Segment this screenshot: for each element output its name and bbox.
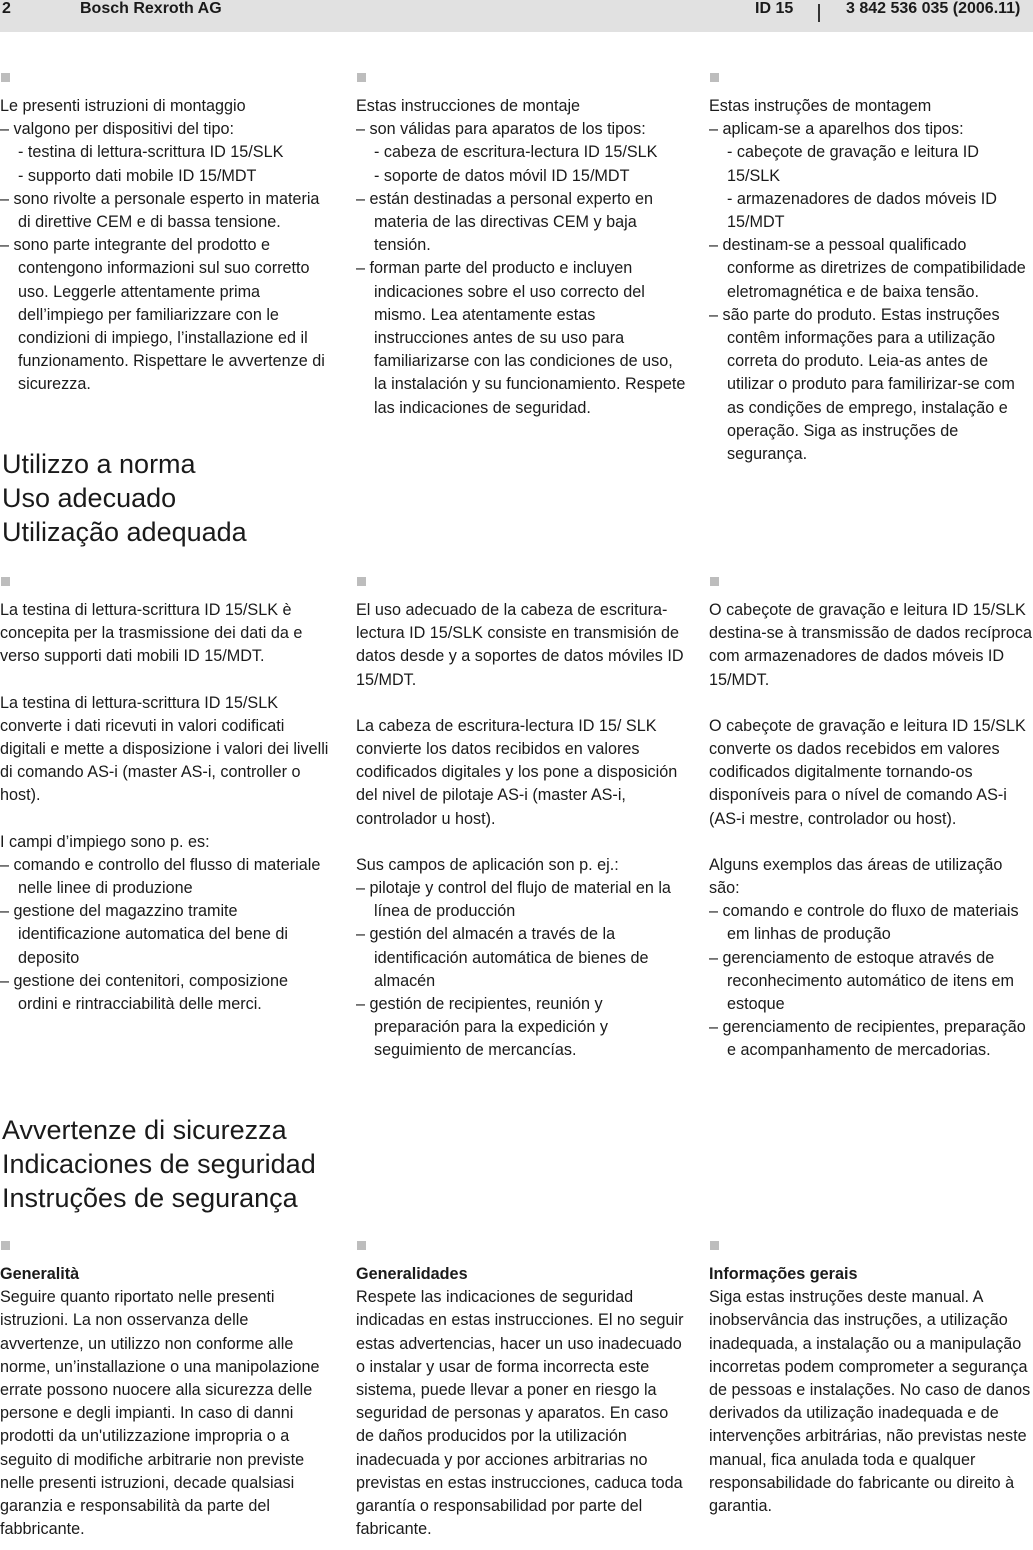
list-item: – gestione dei contenitori, composizione ordini e rintracciabilità delle merci. xyxy=(0,971,288,1014)
use-column-es xyxy=(356,574,686,1063)
list-item: – gerenciamento de estoque através de reconhecimento automático de itens em estoque xyxy=(709,948,1015,1014)
subsection-title: Generalidades xyxy=(356,1265,468,1283)
subsection-title: Informações gerais xyxy=(709,1265,858,1283)
list-subitem: - cabeza de escritura-lectura ID 15/SLK xyxy=(374,143,658,162)
list-subitem: - supporto dati mobile ID 15/MDT xyxy=(18,166,257,185)
company-name: Bosch Rexroth AG xyxy=(80,0,222,17)
square-bullet-icon xyxy=(710,1241,719,1250)
list-item: – están destinadas a personal experto en materia de las directivas CEM y baja tensión. xyxy=(356,189,653,255)
section-heading-safety xyxy=(2,1113,316,1215)
list-item: – gerenciamento de recipientes, preparação e acompanhamento de mercadorias. xyxy=(709,1018,1026,1060)
square-bullet-icon xyxy=(1,73,10,82)
paragraph: Respete las indicaciones de seguridad indicadas en estas instrucciones. El no seguir estas advertencias, hacer un uso inadecuado o instalar y usar de forma incorrecta este sistema, puede llevar a poner en riesgo la seguridad de personas y aparatos. En caso de daños producidos por la utilización inadecuada y por acciones arbitrarias no previstas en estas instrucciones, caduca toda garantía o responsabilidad por parte del fabricante. xyxy=(356,1288,684,1539)
section-heading-intended-use xyxy=(2,447,247,549)
heading-line-es: Uso adecuado xyxy=(2,483,177,513)
list-subitem: - cabeçote de gravação e leitura ID 15/SLK xyxy=(727,143,979,185)
heading-line-it: Avvertenze di sicurezza xyxy=(2,1115,287,1145)
paragraph: La testina di lettura-scrittura ID 15/SLK converte i dati ricevuti in valori codificati digitali e mette a disposizione i valori dei livelli di comando AS-i (master AS-i, controller o host). xyxy=(0,693,329,805)
square-bullet-icon xyxy=(357,1241,366,1250)
list-item: – son válidas para aparatos de los tipos: xyxy=(356,120,646,139)
list-item: – gestión de recipientes, reunión y preparación para la expedición y seguimiento de mercancías. xyxy=(356,995,608,1060)
paragraph: O cabeçote de gravação e leitura ID 15/SLK converte os dados recebidos em valores codificados digitalmente tornando-os disponíveis para o nível de comando AS-i (AS-i mestre, controlador ou host). xyxy=(709,716,1026,828)
page-header xyxy=(0,0,1033,32)
list-item: – comando e controllo del flusso di materiale nelle linee di produzione xyxy=(0,855,321,898)
list-item: – sono rivolte a personale esperto in materia di direttive CEM e di bassa tensione. xyxy=(0,189,320,232)
intro-lead: Estas instruções de montagem xyxy=(709,97,932,115)
square-bullet-icon xyxy=(710,577,719,586)
intro-column-es xyxy=(356,70,686,420)
paragraph: La cabeza de escritura-lectura ID 15/ SLK convierte los datos recibidos en valores codificados digitales y los pone a disposición del nivel de pilotaje AS-i (master AS-i, controlador u host). xyxy=(356,716,678,828)
square-bullet-icon xyxy=(1,1241,10,1250)
square-bullet-icon xyxy=(357,577,366,586)
list-subitem: - testina di lettura-scrittura ID 15/SLK xyxy=(18,143,284,162)
subsection-title: Generalità xyxy=(0,1265,80,1283)
safety-column-pt xyxy=(709,1238,1033,1518)
list-item: – valgono per dispositivi del tipo: xyxy=(0,120,234,139)
paragraph: Sus campos de aplicación son p. ej.: xyxy=(356,855,619,874)
heading-line-pt: Utilização adequada xyxy=(2,517,247,547)
list-item: – forman parte del producto e incluyen indicaciones sobre el uso correcto del mismo. Lea atentamente estas instrucciones antes de su uso para familiarizarse con las condiciones de uso, la instalación y su funcionamiento. Respete las indicaciones de seguridad. xyxy=(356,259,686,417)
paragraph: Seguire quanto riportato nelle presenti istruzioni. La non osservanza delle avvertenze, un utilizzo non conforme alle norme, un’installazione o una manipolazione errate possono nuocere alla sicurezza delle persone e degli impianti. In caso di danni prodotti da un'utilizzazione impropria o a seguito di modifiche arbitrarie non previste nelle presenti istruzioni, decade qualsiasi garanzia e responsabilità da parte del fabbricante. xyxy=(0,1288,320,1539)
square-bullet-icon xyxy=(710,73,719,82)
heading-line-it: Utilizzo a norma xyxy=(2,449,196,479)
use-column-it xyxy=(0,574,330,1016)
page-number: 2 xyxy=(2,0,11,17)
list-item: – comando e controle do fluxo de materiais em linhas de produção xyxy=(709,902,1019,944)
paragraph: El uso adecuado de la cabeza de escritura-lectura ID 15/SLK consiste en transmisión de datos desde y a soportes de datos móviles ID 15/MDT. xyxy=(356,601,684,689)
list-item: – gestión del almacén a través de la identificación automática de bienes de almacén xyxy=(356,925,649,990)
list-subitem: - soporte de datos móvil ID 15/MDT xyxy=(374,166,630,185)
list-item: – sono parte integrante del prodotto e contengono informazioni sul suo corretto uso. Leggerle attentamente prima dell’impiego per familiarizzare con le condizioni di impiego, l’installazione ed il funzionamento. Rispettare le avvertenze di sicurezza. xyxy=(0,236,325,394)
list-item: – aplicam-se a aparelhos dos tipos: xyxy=(709,120,964,139)
list-item: – gestione del magazzino tramite identificazione automatica del bene di deposito xyxy=(0,902,288,967)
safety-column-it xyxy=(0,1238,330,1541)
list-subitem: - armazenadores de dados móveis ID 15/MDT xyxy=(727,189,997,232)
list-item: – pilotaje y control del flujo de material en la línea de producción xyxy=(356,879,671,921)
header-separator xyxy=(818,4,820,22)
intro-column-pt xyxy=(709,70,1033,466)
intro-lead: Estas instrucciones de montaje xyxy=(356,97,581,115)
intro-column-it xyxy=(0,70,330,397)
paragraph: La testina di lettura-scrittura ID 15/SLK è concepita per la trasmissione dei dati da e verso supporti dati mobili ID 15/MDT. xyxy=(0,601,303,666)
product-name: ID 15 xyxy=(755,0,794,17)
paragraph: Alguns exemplos das áreas de utilização são: xyxy=(709,855,1003,898)
paragraph: I campi d’impiego sono p. es: xyxy=(0,832,210,851)
intro-lead: Le presenti istruzioni di montaggio xyxy=(0,97,246,115)
use-column-pt xyxy=(709,574,1033,1063)
square-bullet-icon xyxy=(1,577,10,586)
square-bullet-icon xyxy=(357,73,366,82)
heading-line-es: Indicaciones de seguridad xyxy=(2,1149,316,1179)
safety-column-es xyxy=(356,1238,686,1541)
heading-line-pt: Instruções de segurança xyxy=(2,1183,298,1213)
paragraph: Siga estas instruções deste manual. A inobservância das instruções, a utilização inadequada, a instalação ou a manipulação incorretas podem comprometer a segurança de pessoas e instalações. No caso de danos derivados da utilização inadequada e de intervenções arbitrárias, não previstas neste manual, fica anulada toda e qualquer responsabilidade do fabricante ou direito à garantia. xyxy=(709,1288,1031,1516)
list-item: – destinam-se a pessoal qualificado conforme as diretrizes de compatibilidade eletromagnética e de baixa tensão. xyxy=(709,236,1026,301)
paragraph: O cabeçote de gravação e leitura ID 15/SLK destina-se à transmissão de dados recíproca com armazenadores de dados móveis ID 15/MDT. xyxy=(709,601,1033,689)
list-item: – são parte do produto. Estas instruções contêm informações para a utilização correta do produto. Leia-as antes de utilizar o produto para familirizar-se com as condições de emprego, instalação e operação. Siga as instruções de segurança. xyxy=(709,305,1015,464)
document-number: 3 842 536 035 (2006.11) xyxy=(846,0,1021,17)
